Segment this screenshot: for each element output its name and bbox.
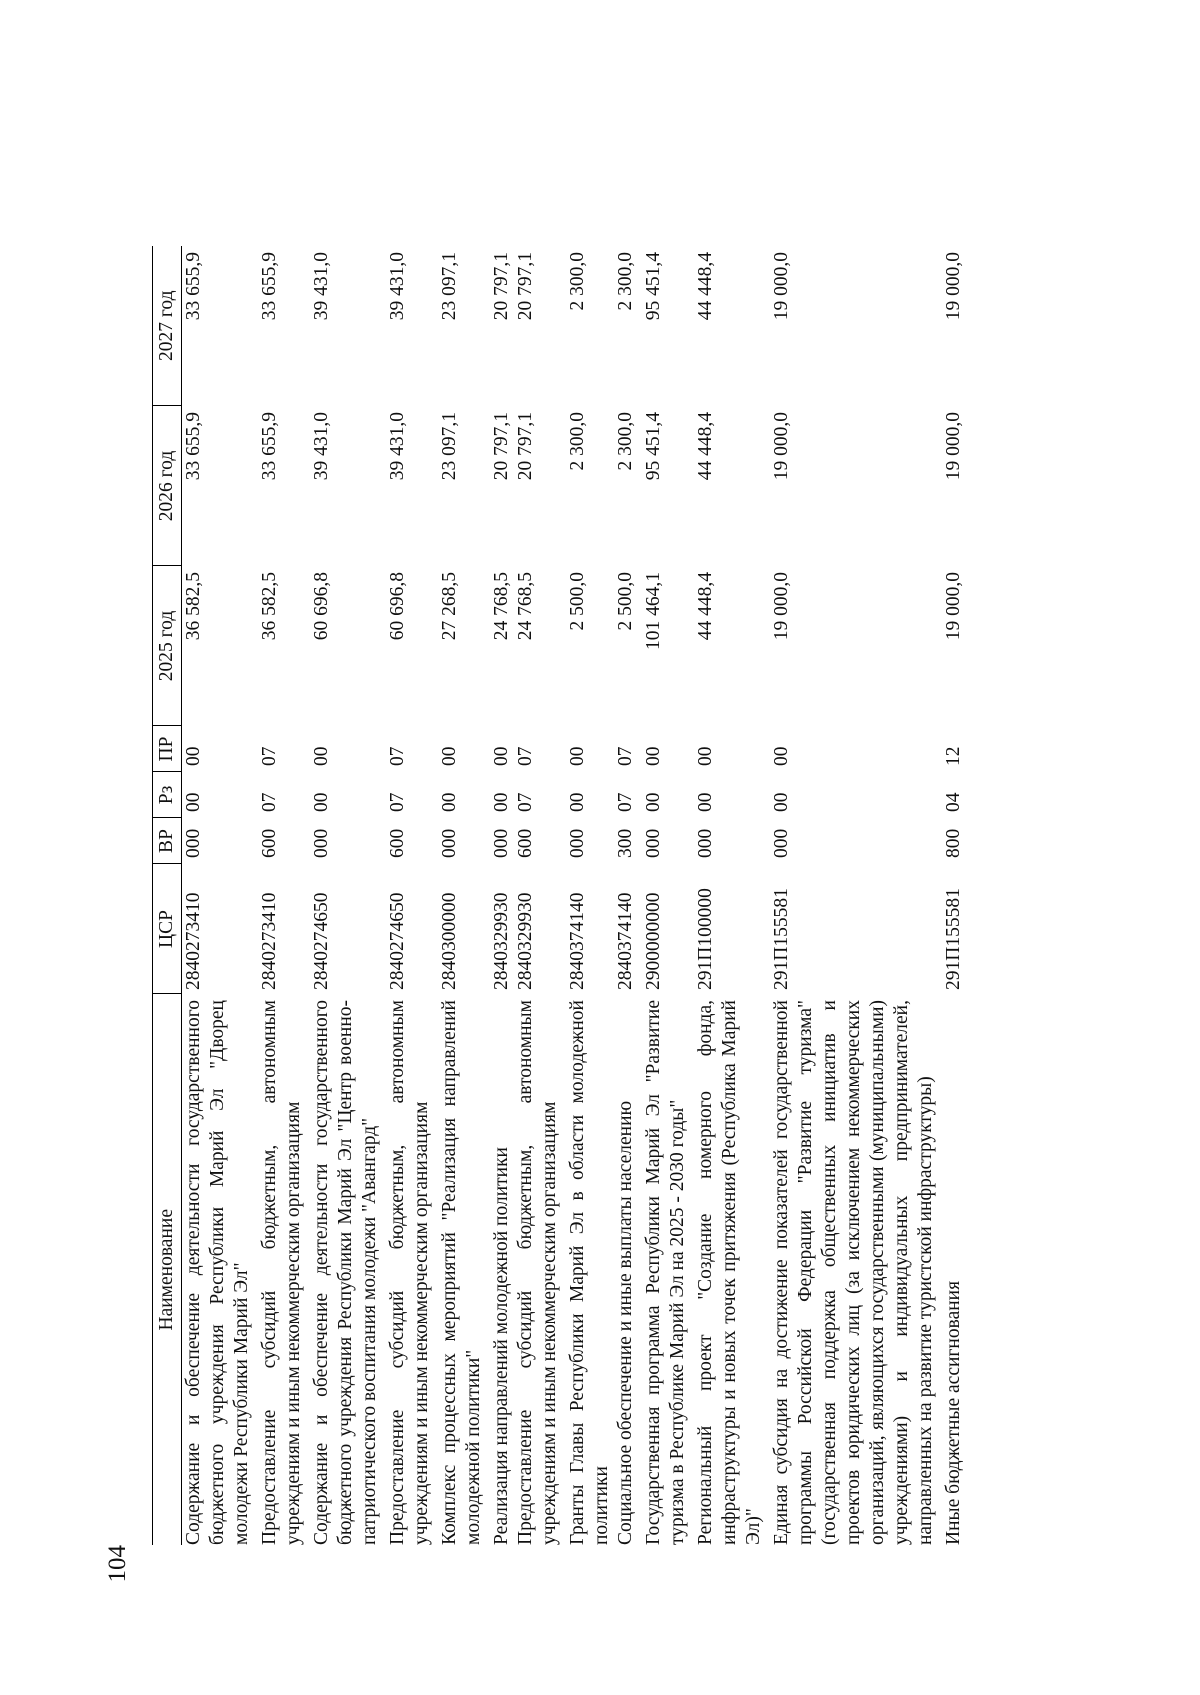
table-row: [638, 246, 690, 1545]
row-name: Социальное обеспечение и иные выплаты населению: [615, 1100, 636, 1545]
row-2027: 2 300,0: [567, 252, 588, 311]
row-2026: 2 300,0: [615, 412, 636, 471]
row-2026: 20 797,1: [491, 412, 512, 481]
row-vr: 000: [643, 828, 664, 858]
table-row: [766, 246, 938, 1545]
row-csr: 2840329930: [491, 892, 512, 990]
table-row: [254, 246, 306, 1545]
header-vr: ВР: [153, 818, 182, 864]
row-2027: 95 451,4: [643, 252, 664, 321]
row-2025: 19 000,0: [771, 572, 792, 641]
row-2025: 24 768,5: [491, 572, 512, 641]
header-2025: 2025 год: [153, 566, 182, 726]
header-2026: 2026 год: [153, 406, 182, 566]
table-row: [614, 246, 638, 1545]
row-vr: 000: [695, 828, 716, 858]
row-rz: 07: [259, 792, 280, 812]
budget-table: [152, 246, 966, 1545]
row-2025: 27 268,5: [439, 572, 460, 641]
row-pr: 00: [311, 746, 332, 766]
table-row: [486, 246, 514, 1545]
page-number: 104: [104, 1545, 131, 1583]
row-csr: 2840273410: [183, 892, 204, 990]
row-csr: 2840329930: [515, 892, 536, 990]
row-rz: 00: [567, 792, 588, 812]
row-rz: 00: [643, 792, 664, 812]
row-csr: 2900000000: [643, 892, 664, 990]
row-2027: 20 797,1: [515, 252, 536, 321]
row-2026: 23 097,1: [439, 412, 460, 481]
row-2027: 33 655,9: [259, 252, 280, 321]
row-2026: 95 451,4: [643, 412, 664, 481]
table-row: [182, 246, 255, 1545]
row-vr: 600: [387, 828, 408, 858]
row-2027: 19 000,0: [771, 252, 792, 321]
table-header-row: [153, 246, 182, 1545]
row-name: Предоставление субсидий бюджетным, автономным учреждениям и иным некоммерческим организациям: [259, 1000, 304, 1545]
header-csr: ЦСР: [153, 864, 182, 994]
row-2025: 36 582,5: [183, 572, 204, 641]
row-2027: 19 000,0: [943, 252, 964, 321]
row-vr: 000: [491, 828, 512, 858]
row-csr: 2840374140: [567, 892, 588, 990]
table-row: [562, 246, 614, 1545]
header-rz: Рз: [153, 772, 182, 818]
row-vr: 600: [515, 828, 536, 858]
row-csr: 2840300000: [439, 892, 460, 990]
table-body: [182, 246, 967, 1545]
row-vr: 000: [439, 828, 460, 858]
row-pr: 00: [567, 746, 588, 766]
row-rz: 04: [943, 792, 964, 812]
row-csr: 2840274650: [387, 892, 408, 990]
row-name: Гранты Главы Республики Марий Эл в области молодежной политики: [567, 1000, 612, 1545]
row-2026: 39 431,0: [387, 412, 408, 481]
row-2026: 19 000,0: [943, 412, 964, 481]
row-vr: 600: [259, 828, 280, 858]
row-rz: 00: [183, 792, 204, 812]
row-name: Содержание и обеспечение деятельности государственного бюджетного учреждения Республики Марий Эл "Центр военно-патриотического воспитания молодежи "Авангард": [311, 1000, 380, 1545]
header-2027: 2027 год: [153, 246, 182, 406]
row-2025: 44 448,4: [695, 572, 716, 641]
row-csr: 2840274650: [311, 892, 332, 990]
table-row: [938, 246, 966, 1545]
row-pr: 12: [943, 746, 964, 766]
row-2027: 44 448,4: [695, 252, 716, 321]
row-pr: 00: [771, 746, 792, 766]
table-row: [514, 246, 562, 1545]
row-2027: 39 431,0: [311, 252, 332, 321]
row-pr: 00: [491, 746, 512, 766]
row-vr: 000: [771, 828, 792, 858]
row-2025: 2 500,0: [615, 572, 636, 631]
row-csr: 2840273410: [259, 892, 280, 990]
row-vr: 000: [311, 828, 332, 858]
row-2025: 2 500,0: [567, 572, 588, 631]
row-name: Единая субсидия на достижение показателей государственной программы Российской Федерации "Развитие туризма" (государственная поддержка общественных инициатив и проектов юридических лиц (за исключением некоммерческих организаций, являющихся государственными (муниципальными) учреждениями) и индивидуальных предпринимателей, направленных на развитие туристской инфраструктуры): [771, 1000, 936, 1545]
row-name: Иные бюджетные ассигнования: [943, 1280, 964, 1545]
row-vr: 000: [567, 828, 588, 858]
row-pr: 00: [439, 746, 460, 766]
row-2026: 33 655,9: [183, 412, 204, 481]
row-rz: 00: [311, 792, 332, 812]
row-rz: 07: [515, 792, 536, 812]
row-csr: 291П100000: [695, 888, 716, 990]
row-pr: 07: [615, 746, 636, 766]
row-name: Комплекс процессных мероприятий "Реализация направлений молодежной политики": [439, 1000, 484, 1545]
row-2025: 36 582,5: [259, 572, 280, 641]
row-2027: 20 797,1: [491, 252, 512, 321]
row-2025: 24 768,5: [515, 572, 536, 641]
row-2027: 23 097,1: [439, 252, 460, 321]
row-2025: 19 000,0: [943, 572, 964, 641]
row-name: Предоставление субсидий бюджетным, автономным учреждениям и иным некоммерческим организациям: [515, 1000, 560, 1545]
row-name: Реализация направлений молодежной политики: [491, 1147, 512, 1545]
row-name: Предоставление субсидий бюджетным, автономным учреждениям и иным некоммерческим организациям: [387, 1000, 432, 1545]
row-pr: 00: [695, 746, 716, 766]
row-rz: 00: [771, 792, 792, 812]
row-pr: 00: [643, 746, 664, 766]
row-2026: 19 000,0: [771, 412, 792, 481]
row-pr: 07: [515, 746, 536, 766]
row-2025: 101 464,1: [643, 572, 664, 650]
table-row: [382, 246, 434, 1545]
row-rz: 07: [615, 792, 636, 812]
row-rz: 00: [695, 792, 716, 812]
row-2027: 2 300,0: [615, 252, 636, 311]
row-rz: 07: [387, 792, 408, 812]
table-row: [434, 246, 486, 1545]
header-pr: ПР: [153, 726, 182, 772]
row-2026: 2 300,0: [567, 412, 588, 471]
row-2025: 60 696,8: [387, 572, 408, 641]
header-name: Наименование: [153, 994, 182, 1545]
row-rz: 00: [491, 792, 512, 812]
row-name: Региональный проект "Создание номерного фонда, инфраструктуры и новых точек притяжения (Республика Марий Эл)": [695, 1000, 764, 1545]
row-name: Содержание и обеспечение деятельности государственного бюджетного учреждения Республики Марий Эл "Дворец молодежи Республики Марий Эл": [183, 1000, 252, 1545]
row-pr: 07: [387, 746, 408, 766]
table-row: [690, 246, 766, 1545]
row-2027: 33 655,9: [183, 252, 204, 321]
row-csr: 291П155581: [771, 888, 792, 990]
row-vr: 000: [183, 828, 204, 858]
row-2026: 39 431,0: [311, 412, 332, 481]
row-vr: 800: [943, 828, 964, 858]
row-pr: 00: [183, 746, 204, 766]
row-pr: 07: [259, 746, 280, 766]
row-csr: 291П155581: [943, 888, 964, 990]
row-2026: 33 655,9: [259, 412, 280, 481]
row-name: Государственная программа Республики Марий Эл "Развитие туризма в Республике Марий Эл на 2025 - 2030 годы": [643, 1000, 688, 1545]
row-2026: 44 448,4: [695, 412, 716, 481]
row-vr: 300: [615, 828, 636, 858]
table-row: [306, 246, 382, 1545]
row-rz: 00: [439, 792, 460, 812]
row-csr: 2840374140: [615, 892, 636, 990]
row-2026: 20 797,1: [515, 412, 536, 481]
row-2025: 60 696,8: [311, 572, 332, 641]
row-2027: 39 431,0: [387, 252, 408, 321]
